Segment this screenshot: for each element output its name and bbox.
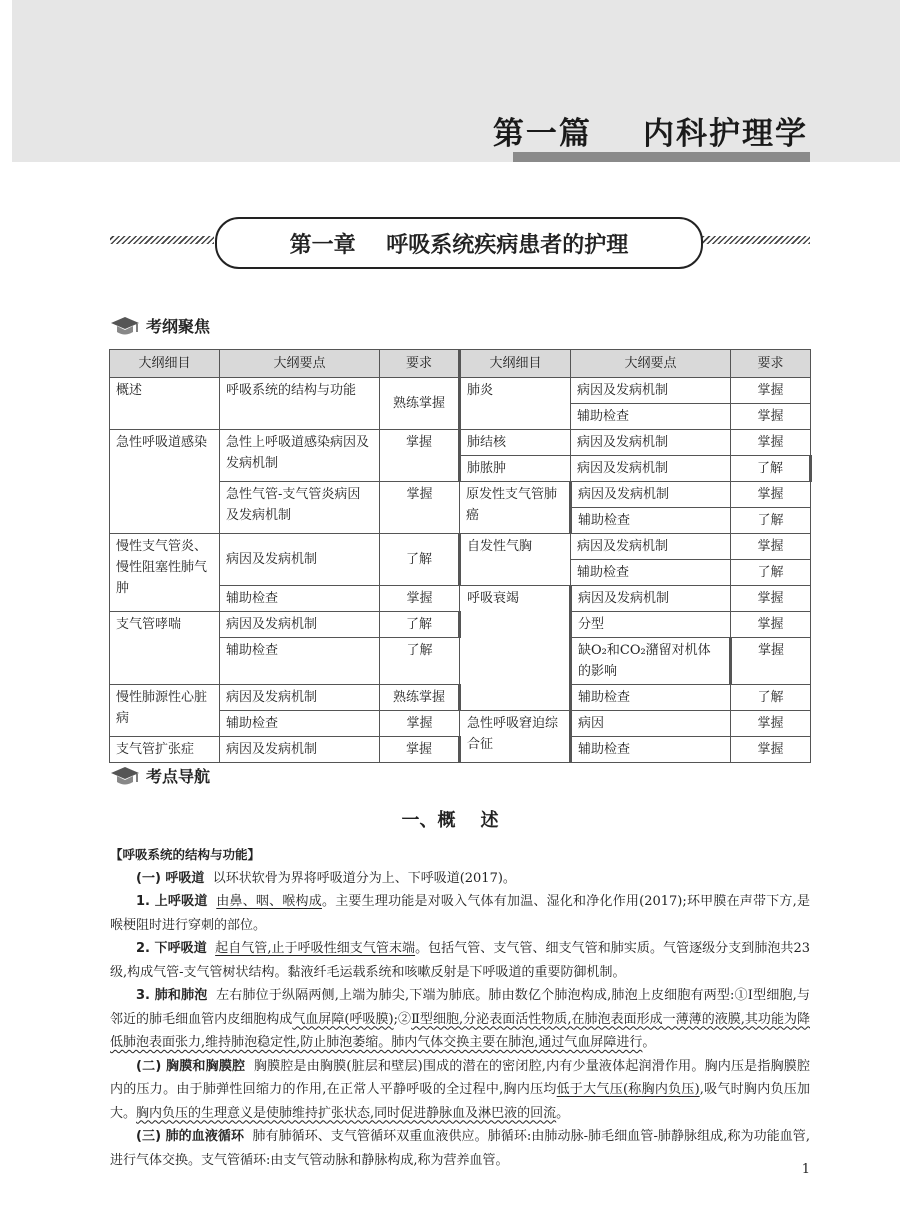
header-cell: 要求 <box>380 350 460 378</box>
topic-cell: 呼吸衰竭 <box>460 586 571 711</box>
requirement-cell: 掌握 <box>731 586 811 612</box>
topic-heading: 【呼吸系统的结构与功能】 <box>110 847 261 862</box>
requirement-cell: 掌握 <box>380 586 460 612</box>
point-cell: 病因及发病机制 <box>220 534 380 586</box>
lower-airway-underlined: 起自气管,止于呼吸性细支气管末端 <box>215 941 416 956</box>
requirement-cell: 了解 <box>731 685 811 711</box>
airway-text: 以环状软骨为界将呼吸道分为上、下呼吸道(2017)。 <box>212 870 516 886</box>
point-cell: 病因及发病机制 <box>571 430 731 456</box>
section-heading-navigation-label: 考点导航 <box>146 767 211 786</box>
requirement-cell: 了解 <box>380 612 460 638</box>
pleura-text-e: 。 <box>556 1105 570 1121</box>
requirement-cell: 掌握 <box>380 482 460 534</box>
pleura-wavy-d: 胸内负压的生理意义是使肺维持扩张状态,同时促进静脉血及淋巴液的回流 <box>136 1105 557 1121</box>
lung-text-a: 左右肺位于纵隔两侧,上端为肺尖,下端为肺底。肺由数亿个肺泡构成,肺泡上皮细胞有两型:①Ⅰ型细胞,与邻近的肺毛细血管内皮细胞构成 <box>110 988 811 1027</box>
requirement-cell: 熟练掌握 <box>380 685 460 711</box>
topic-cell: 支气管扩张症 <box>110 737 220 763</box>
requirement-cell: 掌握 <box>731 737 811 763</box>
upper-airway-underlined: 由鼻、咽、喉构成 <box>216 894 322 909</box>
lower-airway-label: 2. 下呼吸道 <box>136 941 207 956</box>
topic-cell: 肺脓肿 <box>460 456 571 482</box>
requirement-cell: 了解 <box>380 534 460 586</box>
point-cell: 病因及发病机制 <box>220 685 380 711</box>
topic-cell: 慢性支气管炎、慢性阻塞性肺气肿 <box>110 534 220 612</box>
header-cell: 大纲要点 <box>571 350 731 378</box>
part-title: 第一篇 内科护理学 <box>492 116 808 152</box>
topic-cell: 肺炎 <box>460 378 571 430</box>
airway-paragraph <box>110 867 810 891</box>
topic-cell: 支气管哮喘 <box>110 612 220 685</box>
point-cell: 急性气管-支气管炎病因及发病机制 <box>220 482 380 534</box>
point-cell: 急性上呼吸道感染病因及发病机制 <box>220 430 380 482</box>
point-cell: 病因及发病机制 <box>571 456 731 482</box>
lower-airway-paragraph <box>110 937 810 984</box>
outline-table <box>109 349 812 763</box>
point-cell: 病因及发病机制 <box>220 612 380 638</box>
topic-cell: 肺结核 <box>460 430 571 456</box>
topic-cell: 急性呼吸道感染 <box>110 430 220 534</box>
point-cell: 病因及发病机制 <box>571 534 731 560</box>
requirement-cell: 了解 <box>380 638 460 685</box>
content-section-title: 一、概 述 <box>401 810 499 831</box>
graduation-cap-icon <box>110 765 140 787</box>
requirement-cell: 了解 <box>731 456 811 482</box>
requirement-cell: 掌握 <box>731 638 811 685</box>
point-cell: 缺O₂和CO₂潴留对机体的影响 <box>571 638 731 685</box>
requirement-cell: 掌握 <box>380 430 460 482</box>
point-cell: 病因及发病机制 <box>571 586 731 612</box>
table-row <box>110 534 811 560</box>
lung-wavy-d: Ⅱ型细胞,分泌表面活性物质,在肺泡表面形成一薄薄的液膜,其功能为降低肺泡表面张力,维持肺泡稳定性,防止肺泡萎缩。肺内气体交换主要在肺泡,通过气血屏障进行 <box>110 1011 810 1050</box>
point-cell: 辅助检查 <box>571 508 731 534</box>
header-cell: 大纲细目 <box>460 350 571 378</box>
requirement-cell: 熟练掌握 <box>380 378 460 430</box>
requirement-cell: 了解 <box>731 560 811 586</box>
part-title-bar <box>513 152 810 162</box>
upper-airway-text: 。主要生理功能是对吸入气体有加温、湿化和净化作用(2017);环甲膜在声带下方,是喉梗阻时进行穿刺的部位。 <box>110 894 810 933</box>
requirement-cell: 掌握 <box>731 430 811 456</box>
point-cell: 病因及发病机制 <box>220 737 380 763</box>
requirement-cell: 掌握 <box>380 711 460 737</box>
point-cell: 辅助检查 <box>220 638 380 685</box>
pleura-underlined-b: 低于大气压(称胸内负压) <box>556 1082 700 1097</box>
pleura-text-a: 胸膜腔是由胸膜(脏层和壁层)围成的潜在的密闭腔,内有少量液体起润滑作用。胸内压是指胸膜腔内的压力。由于肺弹性回缩力的作用,在正常人平静呼吸的全过程中,胸内压均 <box>110 1058 810 1097</box>
pleura-paragraph <box>110 1055 810 1126</box>
section-heading-focus <box>110 314 210 337</box>
point-cell: 辅助检查 <box>571 404 731 430</box>
pleura-text-c: ,吸气时胸内负压加大。 <box>110 1082 810 1121</box>
topic-cell: 自发性气胸 <box>460 534 571 586</box>
point-cell: 辅助检查 <box>571 685 731 711</box>
table-row <box>110 378 811 404</box>
circulation-heading: (三) 肺的血液循环 <box>136 1129 245 1144</box>
circulation-text: 肺有肺循环、支气管循环双重血液供应。肺循环:由肺动脉-肺毛细血管-肺静脉组成,称为功能血管,进行气体交换。支气管循环:由支气管动脉和静脉构成,称为营养血管。 <box>110 1129 810 1168</box>
header-cell: 大纲细目 <box>110 350 220 378</box>
requirement-cell: 掌握 <box>380 737 460 763</box>
upper-airway-paragraph <box>110 890 810 937</box>
hatch-left <box>110 236 214 244</box>
section-heading-navigation <box>110 764 210 787</box>
topic-cell: 急性呼吸窘迫综合征 <box>460 711 571 763</box>
requirement-cell: 掌握 <box>731 404 811 430</box>
header-cell: 要求 <box>731 350 811 378</box>
section-heading-focus-label: 考纲聚焦 <box>146 317 211 336</box>
graduation-cap-icon <box>110 315 140 337</box>
topic-cell: 原发性支气管肺癌 <box>460 482 571 534</box>
hatch-right <box>700 236 810 244</box>
lung-label: 3. 肺和肺泡 <box>136 988 208 1003</box>
requirement-cell: 掌握 <box>731 482 811 508</box>
topic-cell: 概述 <box>110 378 220 430</box>
point-cell: 病因及发病机制 <box>571 482 731 508</box>
point-cell: 病因及发病机制 <box>571 378 731 404</box>
lung-paragraph <box>110 984 810 1055</box>
point-cell: 辅助检查 <box>571 737 731 763</box>
requirement-cell: 掌握 <box>731 711 811 737</box>
chapter-title: 第一章 呼吸系统疾病患者的护理 <box>215 217 703 269</box>
point-cell: 辅助检查 <box>571 560 731 586</box>
point-cell: 呼吸系统的结构与功能 <box>220 378 380 430</box>
airway-heading: (一) 呼吸道 <box>136 870 205 886</box>
header-cell: 大纲要点 <box>220 350 380 378</box>
pleura-heading: (二) 胸膜和胸膜腔 <box>136 1058 246 1074</box>
lower-airway-text: 。包括气管、支气管、细支气管和肺实质。气管逐级分支到肺泡共23级,构成气管-支气管树状结构。黏液纤毛运载系统和咳嗽反射是下呼吸道的重要防御机制。 <box>110 941 811 980</box>
outline-table-header-row <box>110 350 811 378</box>
point-cell: 辅助检查 <box>220 711 380 737</box>
lung-wavy-b: 气血屏障(呼吸膜) <box>292 1011 394 1027</box>
requirement-cell: 掌握 <box>731 378 811 404</box>
requirement-cell: 掌握 <box>731 534 811 560</box>
page-number: 1 <box>801 1162 810 1177</box>
circulation-paragraph <box>110 1125 810 1172</box>
table-row <box>110 430 811 456</box>
lung-text-c: ;② <box>393 1011 412 1027</box>
point-cell: 分型 <box>571 612 731 638</box>
topic-cell: 慢性肺源性心脏病 <box>110 685 220 737</box>
point-cell: 辅助检查 <box>220 586 380 612</box>
requirement-cell: 掌握 <box>731 612 811 638</box>
upper-airway-label: 1. 上呼吸道 <box>136 894 208 909</box>
body-text <box>110 843 810 1172</box>
requirement-cell: 了解 <box>731 508 811 534</box>
point-cell: 病因 <box>571 711 731 737</box>
lung-text-e: 。 <box>642 1035 656 1050</box>
